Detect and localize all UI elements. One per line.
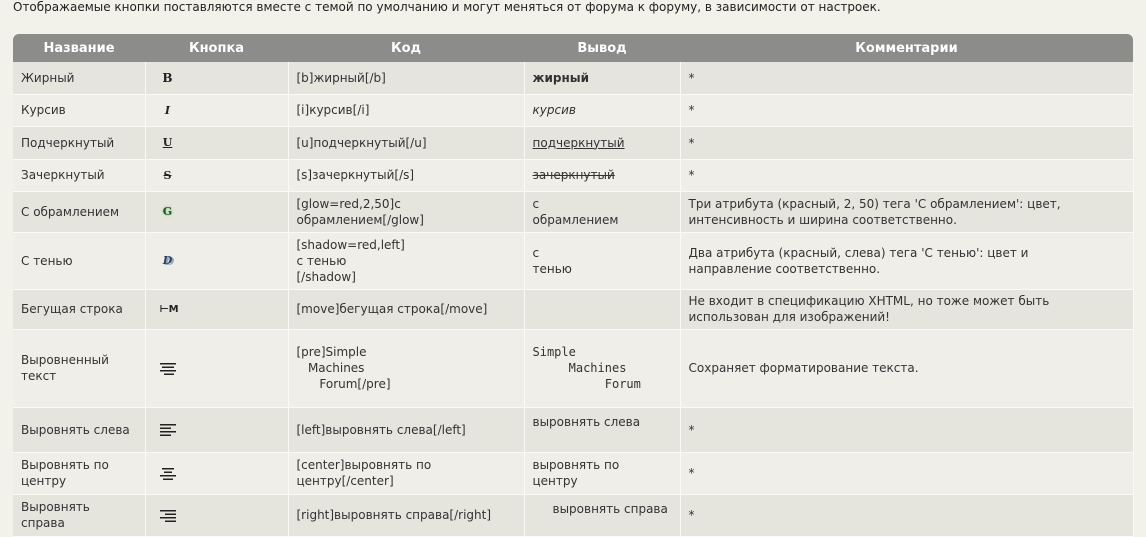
header-code: Код <box>288 34 524 62</box>
strikethrough-icon[interactable]: S <box>163 168 172 182</box>
italic-icon[interactable]: I <box>164 103 171 117</box>
row-output <box>524 289 680 329</box>
align-left-icon[interactable] <box>160 422 176 438</box>
table-row <box>13 329 1133 407</box>
table-header-row <box>13 34 1133 62</box>
row-name: Выровненный текст <box>13 329 145 407</box>
table-row <box>13 126 1133 159</box>
align-center-icon[interactable] <box>160 466 176 482</box>
table-row <box>13 62 1133 94</box>
table-row <box>13 407 1133 452</box>
row-comment: * <box>680 452 1133 494</box>
row-comment: Сохраняет форматирование текста. <box>680 329 1133 407</box>
row-comment: * <box>680 94 1133 126</box>
row-output: выровнять справа <box>524 494 680 536</box>
row-comment: Три атрибута (красный, 2, 50) тега 'С обрамлением': цвет, интенсивность и ширина соответственно. <box>680 191 1133 232</box>
row-name: Зачеркнутый <box>13 159 145 191</box>
row-output: курсив <box>524 94 680 126</box>
row-code: [right]выровнять справа[/right] <box>288 494 524 536</box>
shadow-icon[interactable]: D <box>162 254 173 267</box>
marquee-icon[interactable]: ⊢M <box>159 304 179 315</box>
row-name: Выровнять по центру <box>13 452 145 494</box>
row-name: Курсив <box>13 94 145 126</box>
glow-icon[interactable]: G <box>162 205 173 218</box>
preformatted-icon[interactable] <box>160 361 176 377</box>
row-comment: Не входит в спецификацию XHTML, но тоже может быть использован для изображений! <box>680 289 1133 329</box>
row-comment: * <box>680 494 1133 536</box>
row-output: подчеркнутый <box>524 126 680 159</box>
row-code: [center]выровнять по центру[/center] <box>288 452 524 494</box>
row-comment: Два атрибута (красный, слева) тега 'С тенью': цвет и направление соответственно. <box>680 232 1133 289</box>
row-code: [move]бегущая строка[/move] <box>288 289 524 329</box>
row-output: выровнять слева <box>524 407 680 452</box>
row-comment: * <box>680 126 1133 159</box>
row-name: Жирный <box>13 62 145 94</box>
row-output: жирный <box>524 62 680 94</box>
table-row <box>13 159 1133 191</box>
row-code: [s]зачеркнутый[/s] <box>288 159 524 191</box>
underline-icon[interactable]: U <box>162 136 173 149</box>
row-comment: * <box>680 159 1133 191</box>
bold-icon[interactable]: B <box>162 70 173 85</box>
header-button: Кнопка <box>145 34 288 62</box>
row-comment: * <box>680 62 1133 94</box>
table-row <box>13 232 1133 289</box>
row-name: Выровнять справа <box>13 494 145 536</box>
row-output: Simple Machines Forum <box>524 329 680 407</box>
row-comment: * <box>680 407 1133 452</box>
table-row <box>13 494 1133 536</box>
row-code: [i]курсив[/i] <box>288 94 524 126</box>
row-name: Выровнять слева <box>13 407 145 452</box>
table-row <box>13 94 1133 126</box>
row-code: [glow=red,2,50]c обрамлением[/glow] <box>288 191 524 232</box>
row-name: Бегущая строка <box>13 289 145 329</box>
row-output: с тенью <box>524 232 680 289</box>
table-row <box>13 452 1133 494</box>
row-code: [shadow=red,left] с тенью [/shadow] <box>288 232 524 289</box>
bbcode-table <box>13 34 1134 537</box>
row-output: с обрамлением <box>524 191 680 232</box>
row-name: С тенью <box>13 232 145 289</box>
align-right-icon[interactable] <box>160 508 176 524</box>
row-name: С обрамлением <box>13 191 145 232</box>
header-output: Вывод <box>524 34 680 62</box>
intro-text: Отображаемые кнопки поставляются вместе с темой по умолчанию и могут меняться от форума к форуму, в зависимости от настроек. <box>13 0 881 14</box>
row-code: [pre]Simple Machines Forum[/pre] <box>288 329 524 407</box>
row-code: [u]подчеркнутый[/u] <box>288 126 524 159</box>
header-name: Название <box>13 34 145 62</box>
row-output: выровнять по центру <box>524 452 680 494</box>
row-output: зачеркнутый <box>524 159 680 191</box>
table-row <box>13 191 1133 232</box>
row-code: [left]выровнять слева[/left] <box>288 407 524 452</box>
row-name: Подчеркнутый <box>13 126 145 159</box>
row-code: [b]жирный[/b] <box>288 62 524 94</box>
table-row <box>13 289 1133 329</box>
header-comments: Комментарии <box>680 34 1133 62</box>
